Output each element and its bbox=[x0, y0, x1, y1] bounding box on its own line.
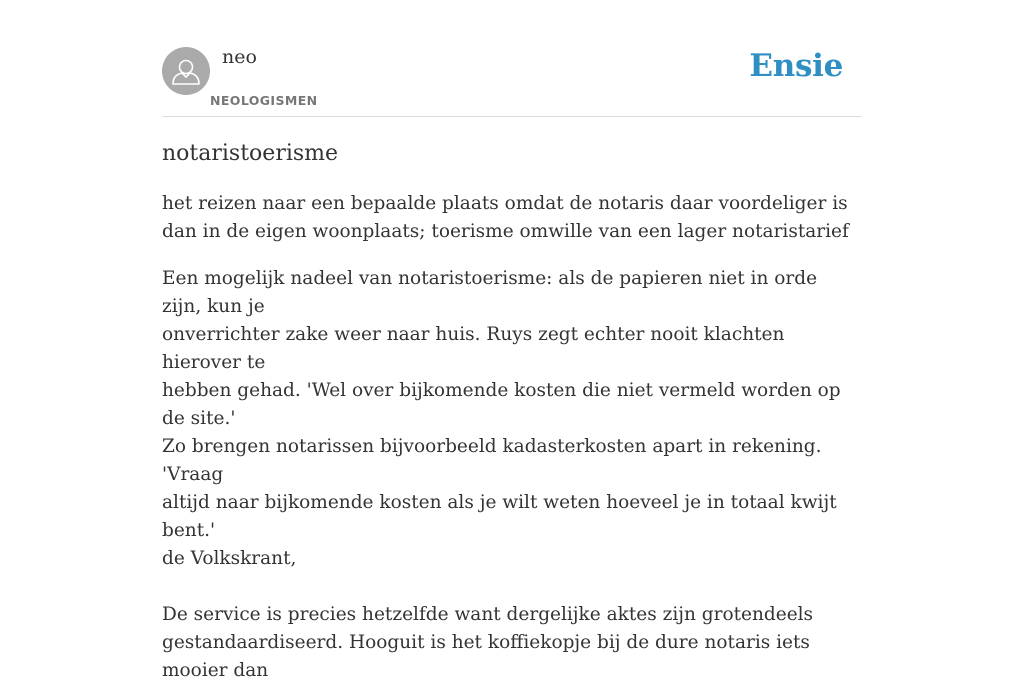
header bbox=[162, 0, 862, 117]
example-line: Een mogelijk nadeel van notaristoerisme: als de papieren niet in orde zijn, kun je bbox=[162, 268, 818, 317]
author-name[interactable]: neo bbox=[222, 46, 257, 68]
example-line: De service is precies hetzelfde want dergelijke aktes zijn grotendeels bbox=[162, 604, 814, 625]
example-source: de Volkskrant, bbox=[162, 548, 297, 569]
entry-content bbox=[162, 138, 862, 685]
example-line: gestandaardiseerd. Hooguit is het koffiekopje bij de dure notaris iets mooier dan bbox=[162, 632, 810, 681]
collection-link[interactable]: NEOLOGISMEN bbox=[210, 93, 318, 108]
example-line: Zo brengen notarissen bijvoorbeeld kadasterkosten apart in rekening. 'Vraag bbox=[162, 436, 822, 485]
entry-definition: het reizen naar een bepaalde plaats omdat de notaris daar voordeliger is dan in de eigen woonplaats; toerisme omwille van een lager notaristarief bbox=[162, 193, 849, 242]
example-line: altijd naar bijkomende kosten als je wilt weten hoeveel je in totaal kwijt bent.' bbox=[162, 492, 837, 541]
entry-title: notaristoerisme bbox=[162, 141, 339, 166]
example-line: onverrichter zake weer naar huis. Ruys zegt echter nooit klachten hierover te bbox=[162, 324, 785, 373]
example-line: hebben gehad. 'Wel over bijkomende kosten die niet vermeld worden op de site.' bbox=[162, 380, 841, 429]
brand-logo[interactable]: Ensie bbox=[749, 48, 843, 84]
spacer bbox=[162, 573, 862, 601]
entry-example bbox=[162, 265, 862, 685]
user-icon bbox=[162, 47, 210, 95]
avatar[interactable] bbox=[162, 47, 210, 95]
